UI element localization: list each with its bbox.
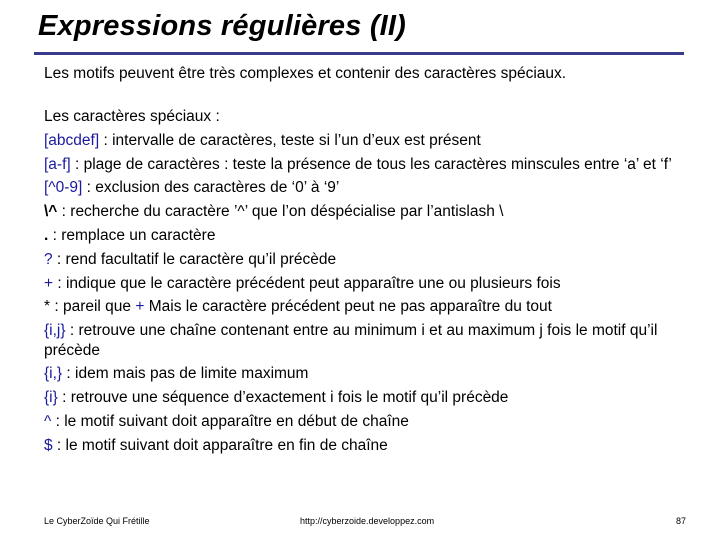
list-item [44, 202, 684, 222]
item-key: $ [44, 436, 53, 454]
list-item [44, 412, 684, 432]
list-item [44, 155, 684, 175]
item-key: {i} [44, 389, 58, 407]
item-key: [a-f] [44, 155, 71, 173]
item-text: : exclusion des caractères de ‘0’ à ‘9’ [82, 179, 340, 197]
list-item [44, 274, 684, 294]
item-key: + [44, 274, 54, 292]
intro-text: Les motifs peuvent être très complexes et contenir des caractères spéciaux. [44, 65, 567, 82]
list-item [44, 364, 684, 384]
item-text: : plage de caractères : teste la présence de tous les caractères minscules entre ‘a’ et ‘f’ [70, 155, 672, 173]
item-text-secondary: Mais le caractère précédent peut ne pas apparaître du tout [144, 298, 552, 316]
item-text: : remplace un caractère [48, 226, 216, 244]
item-key: . [44, 226, 49, 244]
item-text: : retrouve une séquence d’exactement i fois le motif qu’il précède [57, 389, 509, 407]
list-item [44, 321, 684, 360]
list-item [44, 436, 684, 456]
list-item [44, 250, 684, 270]
page-number: 87 [676, 516, 687, 526]
special-characters-list [44, 107, 684, 460]
item-key-secondary: + [135, 298, 145, 316]
item-key: [abcdef] [44, 131, 100, 149]
item-text: : le motif suivant doit apparaître en fin de chaîne [52, 436, 388, 454]
list-item [44, 388, 684, 408]
item-key: ^ [44, 413, 52, 431]
item-key: [^0-9] [44, 179, 83, 197]
item-key: ? [44, 250, 53, 268]
list-item [44, 226, 684, 246]
list-item [44, 297, 684, 317]
item-key: * [44, 298, 51, 316]
item-key: {i,j} [44, 322, 66, 340]
slide-title: Expressions régulières (II) [38, 10, 407, 42]
item-text: : le motif suivant doit apparaître en début de chaîne [51, 413, 409, 431]
item-text: : rend facultatif le caractère qu’il précède [52, 250, 337, 268]
list-item [44, 178, 684, 198]
footer-author: Le CyberZoïde Qui Frétille [44, 516, 150, 526]
item-text: : retrouve une chaîne contenant entre au minimum i et au maximum j fois le motif qu’il précède [44, 322, 658, 359]
item-key: {i,} [44, 365, 63, 383]
list-item [44, 131, 684, 151]
item-key: \^ [44, 203, 58, 221]
item-text: : recherche du caractère ’^’ que l’on déspécialise par l’antislash \ [57, 203, 504, 221]
item-text: : pareil que [50, 298, 136, 316]
item-text: : indique que le caractère précédent peut apparaître une ou plusieurs fois [53, 274, 561, 292]
item-text: : intervalle de caractères, teste si l’un d’eux est présent [99, 131, 481, 149]
title-divider [34, 52, 684, 55]
item-text: : idem mais pas de limite maximum [62, 365, 309, 383]
footer-url: http://cyberzoide.developpez.com [300, 516, 435, 526]
list-heading: Les caractères spéciaux : [44, 108, 220, 125]
